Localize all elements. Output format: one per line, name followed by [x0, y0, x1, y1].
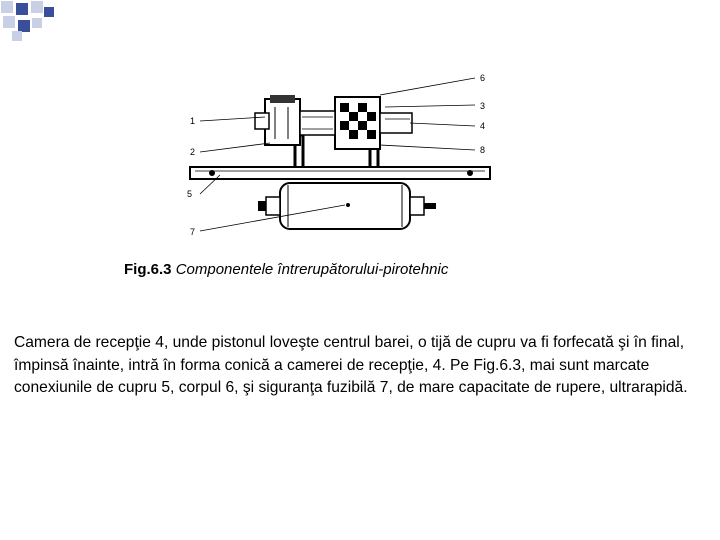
- deco-square: [18, 20, 30, 32]
- caption-label: Fig.6.3: [124, 261, 172, 278]
- piston-tube: [300, 111, 335, 135]
- corner-decoration: [0, 0, 60, 45]
- fuse-body: [280, 183, 410, 229]
- label-7: 7: [190, 227, 196, 237]
- deco-square: [12, 31, 22, 41]
- body-paragraph: Camera de recepţie 4, unde pistonul loveşte centrul barei, o tijă de cupru va fi forfecată şi în final, împinsă înainte, intră în forma conică a camerei de recepţie, 4. Pe Fig.6.3, mai sunt marcate conexiunile de cupru 5, corpul 6, şi siguranţa fuzibilă 7, de mare capacitate de rupere, ultrarapidă.: [14, 334, 688, 396]
- label-1: 1: [190, 116, 196, 126]
- deco-square: [16, 3, 28, 15]
- caption-title: Componentele întrerupătorului-pirotehnic: [175, 261, 449, 278]
- receiving-chamber: [335, 97, 380, 149]
- fuse-terminal: [410, 197, 424, 215]
- pyro-housing: [265, 99, 300, 145]
- base-plate: [190, 167, 490, 179]
- switch-diagram: [170, 55, 505, 245]
- label-4: 4: [480, 121, 486, 131]
- plate-bolt: [467, 170, 473, 176]
- label-2: 2: [190, 147, 196, 157]
- deco-square: [31, 1, 43, 13]
- figure-caption: [124, 261, 448, 278]
- fuse-terminal: [266, 197, 280, 215]
- label-8: 8: [480, 145, 486, 155]
- plate-bolt: [209, 170, 215, 176]
- label-3: 3: [480, 101, 486, 111]
- detonator-plug: [255, 113, 269, 129]
- deco-square: [3, 16, 15, 28]
- label-6: 6: [480, 73, 486, 83]
- deco-square: [32, 18, 42, 28]
- label-5: 5: [187, 189, 193, 199]
- deco-square: [44, 7, 54, 17]
- deco-square: [1, 1, 13, 13]
- housing-cap: [270, 95, 295, 103]
- copper-rod: [380, 113, 412, 133]
